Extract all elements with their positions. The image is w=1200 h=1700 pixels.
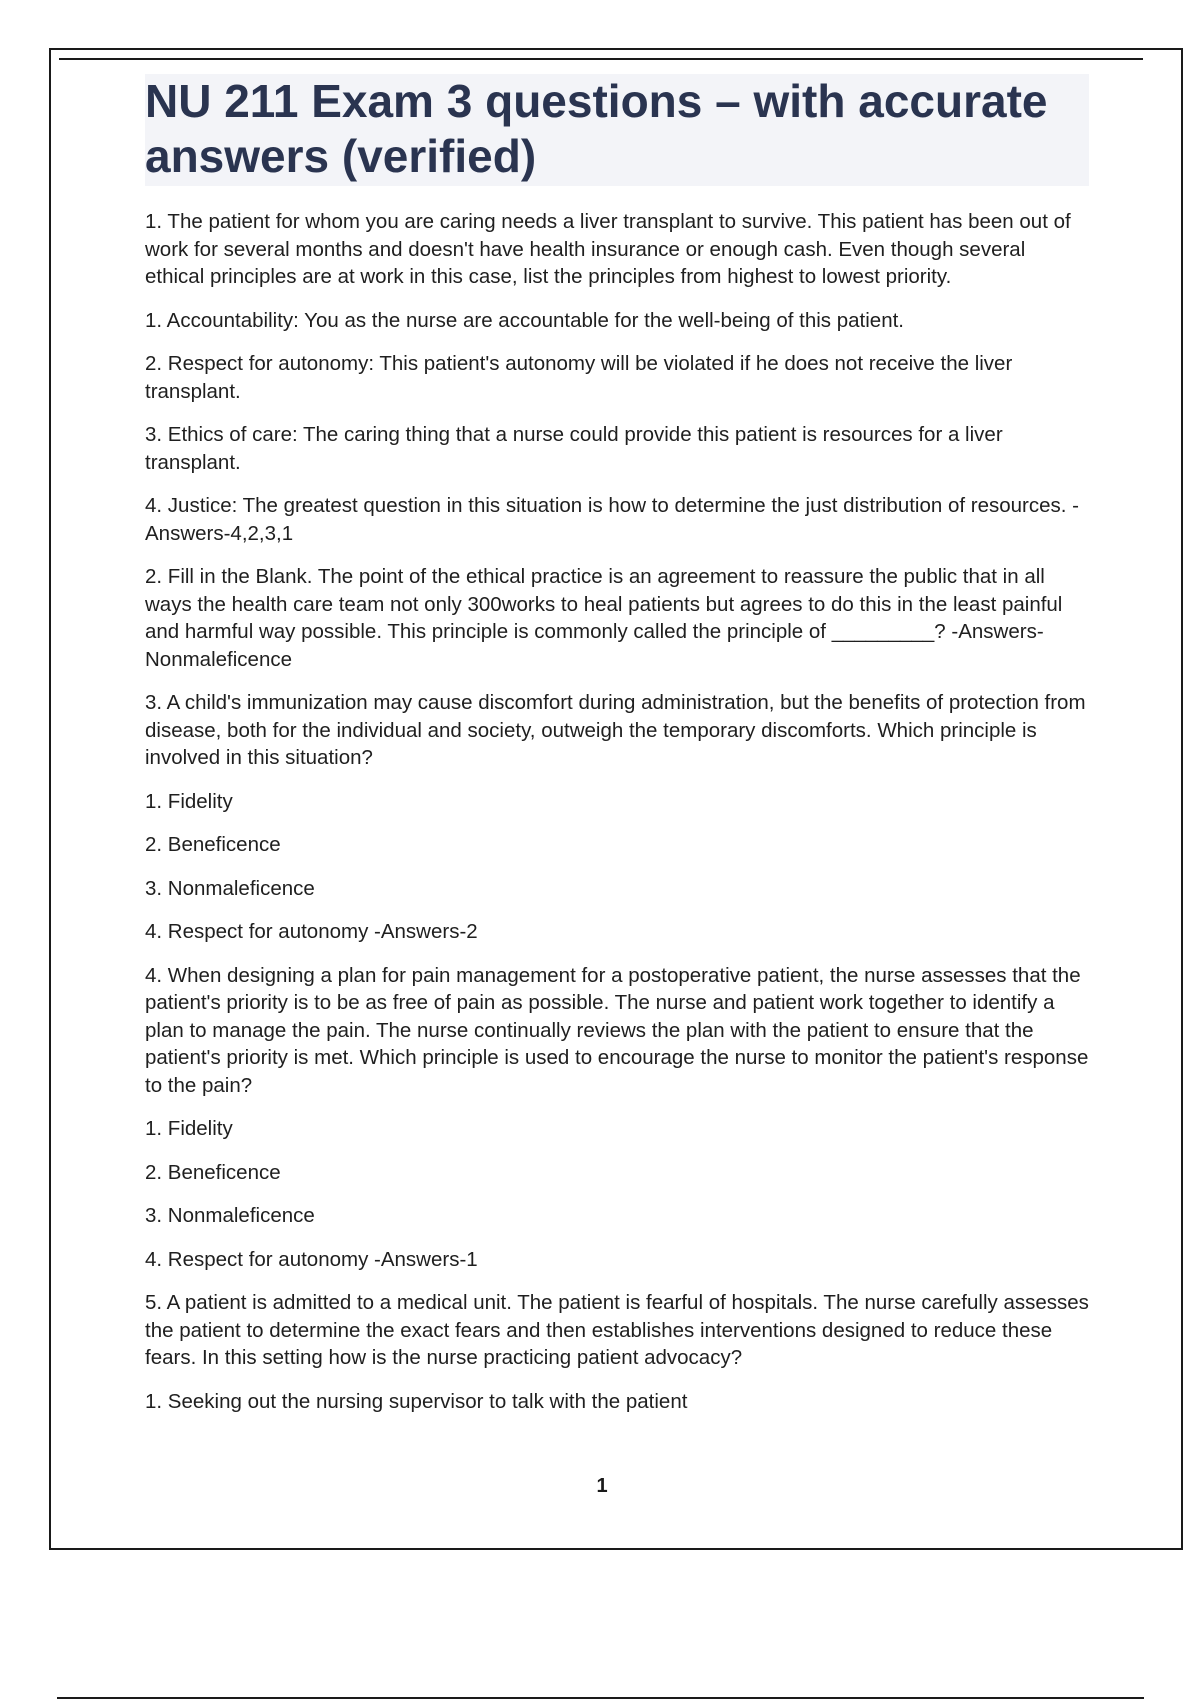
q3-option-2: 2. Beneficence — [145, 833, 281, 856]
q1-option-2: 2. Respect for autonomy: This patient's autonomy will be violated if he does not receive the liver transplant. — [145, 352, 1013, 403]
q3-option-3: 3. Nonmaleficence — [145, 876, 315, 900]
question-1-text: 1. The patient for whom you are caring needs a liver transplant to survive. This patient has been out of work for several months and doesn't have health insurance or enough cash. Even though several ethical principles are at work in this case, list the principles from highest to lowest priority. — [145, 210, 1071, 288]
title-block — [145, 74, 1089, 186]
q1-option-1: 1. Accountability: You as the nurse are accountable for the well-being of this patient. — [145, 308, 904, 332]
header-rule — [59, 58, 1143, 60]
page-number: 1 — [596, 1475, 608, 1497]
q3-option-1: 1. Fidelity — [145, 789, 233, 813]
q3-option-4-answer: 4. Respect for autonomy -Answers-2 — [145, 920, 478, 943]
q1-option-3: 3. Ethics of care: The caring thing that a nurse could provide this patient is resources for a liver transplant. — [145, 423, 1003, 474]
q4-option-3: 3. Nonmaleficence — [145, 1204, 315, 1227]
footer-rule — [57, 1697, 1144, 1699]
question-2-text: 2. Fill in the Blank. The point of the ethical practice is an agreement to reassure the public that in all ways the health care team not only 300works to heal patients but agrees to do this in the least painful and harmful way possible. This principle is commonly called the principle of _________? -Answers-Nonmaleficence — [145, 565, 1063, 671]
question-3-text: 3. A child's immunization may cause discomfort during administration, but the benefits of protection from disease, both for the individual and society, outweigh the temporary discomforts. Which principle is involved in this situation? — [145, 691, 1086, 769]
page-content — [145, 74, 1089, 1431]
q5-option-1: 1. Seeking out the nursing supervisor to talk with the patient — [145, 1389, 688, 1413]
question-4-text: 4. When designing a plan for pain management for a postoperative patient, the nurse assesses that the patient's priority is to be as free of pain as possible. The nurse and patient work together to identify a plan to manage the pain. The nurse continually reviews the plan with the patient to ensure that the patient's priority is met. Which principle is used to encourage the nurse to monitor the patient's response to the pain? — [145, 963, 1089, 1097]
q4-option-2: 2. Beneficence — [145, 1160, 281, 1184]
page-frame — [49, 48, 1183, 1550]
document-title: NU 211 Exam 3 questions – with accurate answers (verified) — [145, 75, 1048, 182]
q4-option-1: 1. Fidelity — [145, 1117, 233, 1140]
q4-option-4-answer: 4. Respect for autonomy -Answers-1 — [145, 1247, 478, 1271]
q1-option-4-answer: 4. Justice: The greatest question in this situation is how to determine the just distribution of resources. -Answers-4,2,3,1 — [145, 494, 1079, 545]
question-5-text: 5. A patient is admitted to a medical unit. The patient is fearful of hospitals. The nurse carefully assesses the patient to determine the exact fears and then establishes interventions designed to reduce these fears. In this setting how is the nurse practicing patient advocacy? — [145, 1291, 1089, 1369]
